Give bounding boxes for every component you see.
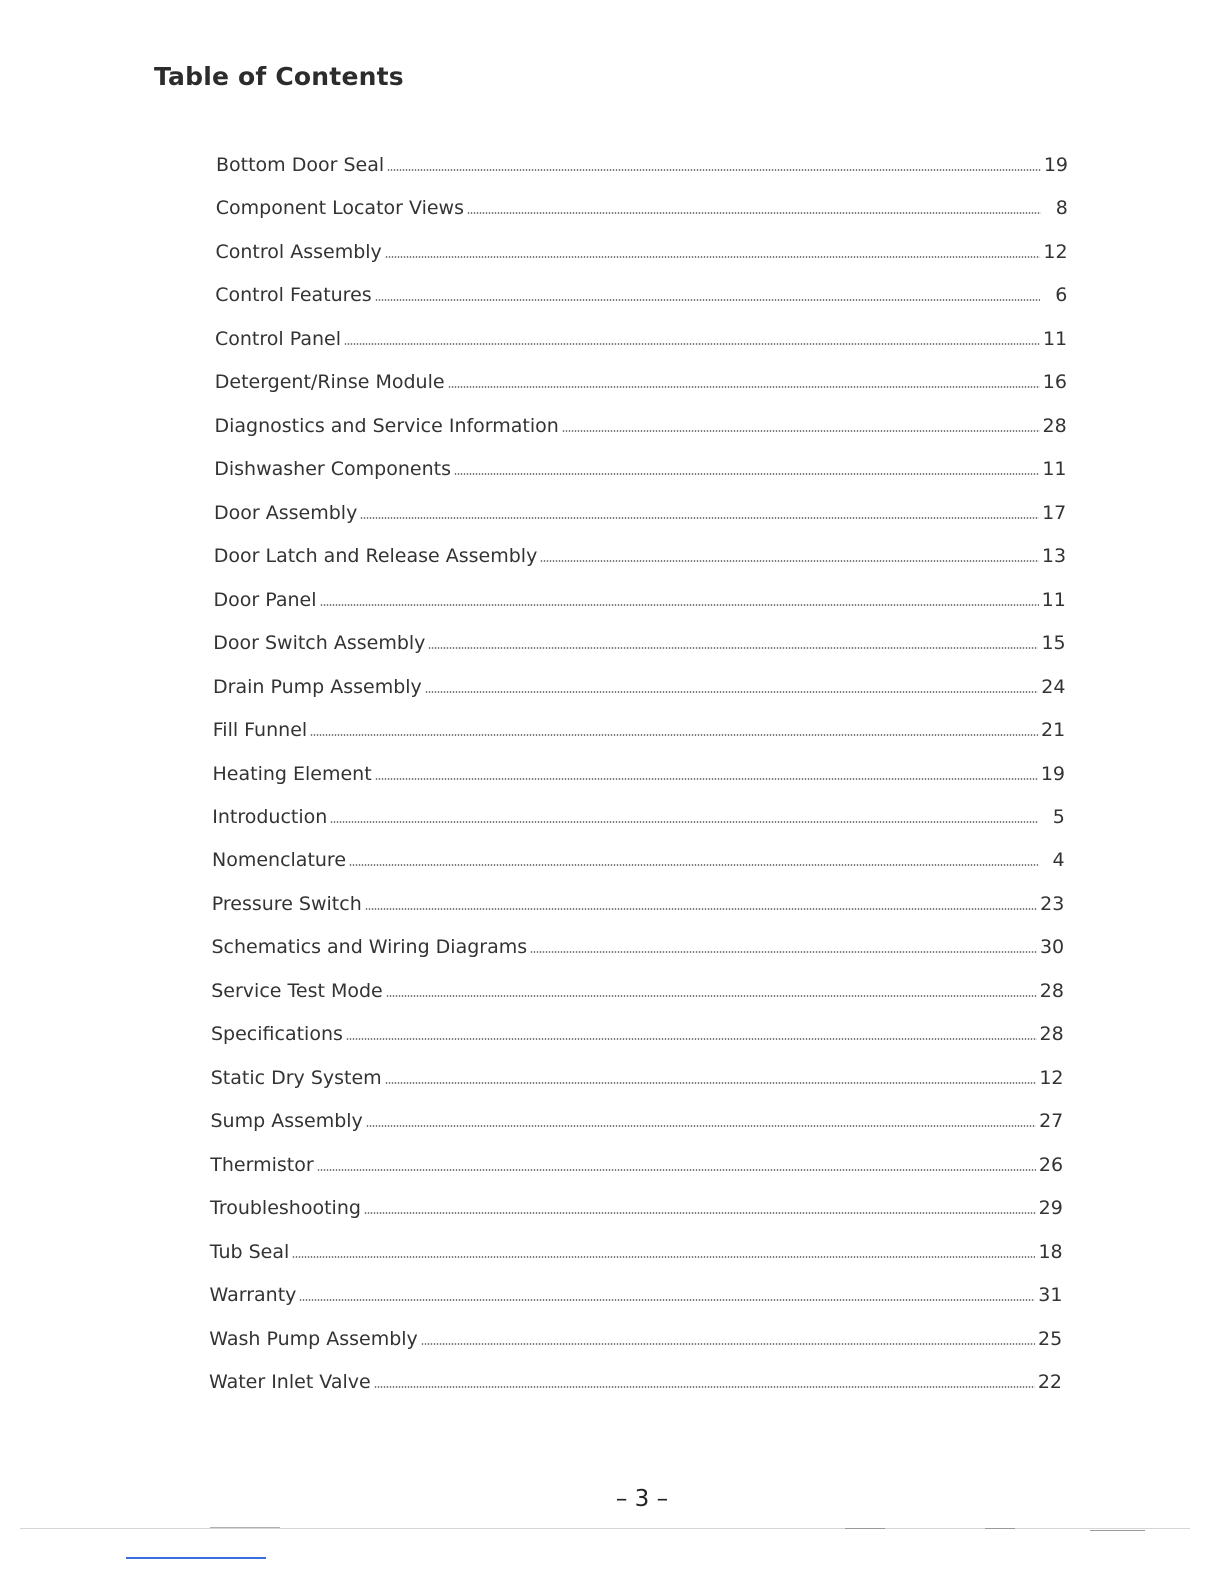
toc-entry-page: 11 — [1041, 588, 1066, 611]
toc-entry-label: Door Assembly — [214, 501, 358, 524]
dot-leader — [375, 778, 1038, 780]
dot-leader — [349, 864, 1038, 866]
dot-leader — [425, 691, 1038, 693]
toc-entry-label: Static Dry System — [210, 1066, 382, 1089]
toc-entry — [213, 755, 1066, 785]
toc-entry — [210, 1189, 1063, 1219]
toc-entry-label: Door Panel — [213, 588, 317, 611]
toc-entry-label: Fill Funnel — [212, 719, 308, 742]
dot-leader — [310, 734, 1038, 736]
dot-leader — [292, 1256, 1035, 1258]
toc-entry — [209, 1320, 1062, 1350]
toc-entry — [215, 320, 1067, 350]
dot-leader — [467, 212, 1041, 214]
dot-leader — [299, 1299, 1035, 1301]
toc-entry — [215, 276, 1067, 306]
toc-entry-label: Nomenclature — [212, 849, 347, 872]
toc-entry-page: 18 — [1038, 1240, 1063, 1263]
toc-entry — [214, 537, 1066, 567]
toc-entry-page: 4 — [1052, 849, 1065, 872]
toc-entry-label: Control Panel — [215, 327, 341, 350]
dot-leader — [374, 1386, 1035, 1388]
toc-entry-page: 28 — [1042, 414, 1067, 437]
toc-entry — [213, 711, 1065, 741]
toc-entry-label: Thermistor — [210, 1153, 314, 1176]
toc-entry-page: 25 — [1038, 1327, 1063, 1350]
dot-leader — [540, 560, 1039, 562]
toc-entry-page: 23 — [1040, 892, 1065, 915]
dot-leader — [387, 169, 1041, 171]
toc-entry-label: Specifications — [211, 1023, 343, 1046]
toc-entry-label: Troubleshooting — [210, 1197, 361, 1220]
dot-leader — [428, 647, 1038, 649]
toc-entry-page: 6 — [1055, 284, 1068, 307]
dot-leader — [344, 343, 1040, 345]
toc-entry-label: Wash Pump Assembly — [209, 1327, 418, 1350]
toc-entry-label: Water Inlet Valve — [209, 1371, 371, 1393]
dot-leader — [454, 473, 1039, 475]
toc-entry-page: 16 — [1042, 371, 1067, 394]
toc-entry — [212, 885, 1065, 915]
toc-entry — [210, 1233, 1063, 1263]
toc-entry — [215, 363, 1067, 393]
toc-entry-page: 13 — [1041, 545, 1067, 568]
page-number: – 3 – — [615, 1486, 669, 1512]
toc-entry — [210, 1146, 1063, 1176]
toc-entry-label: Pressure Switch — [211, 892, 362, 915]
toc-entry-label: Bottom Door Seal — [216, 154, 385, 176]
toc-entry-page: 5 — [1052, 805, 1065, 828]
toc-entry-page: 24 — [1041, 675, 1066, 698]
dot-leader — [386, 995, 1037, 997]
toc-entry-label: Service Test Mode — [211, 979, 383, 1002]
toc-entry — [214, 581, 1066, 611]
toc-entry-page: 12 — [1043, 240, 1068, 263]
dot-leader — [365, 908, 1037, 910]
toc-entry-page: 26 — [1038, 1153, 1064, 1176]
dot-leader — [366, 1125, 1036, 1127]
toc-entry — [213, 624, 1065, 654]
toc-entry-page: 19 — [1040, 762, 1065, 785]
toc-entry-page: 19 — [1043, 154, 1068, 176]
toc-entry-label: Drain Pump Assembly — [213, 675, 422, 698]
toc-entry-page: 30 — [1039, 936, 1065, 959]
toc-entry — [212, 841, 1065, 871]
toc-entry-label: Introduction — [212, 805, 328, 828]
toc-entry — [212, 928, 1065, 958]
toc-entry — [213, 668, 1065, 698]
dot-leader — [448, 386, 1040, 388]
toc-entry-label: Tub Seal — [209, 1240, 290, 1263]
toc-entry-label: Component Locator Views — [215, 197, 464, 220]
toc-entry-label: Warranty — [209, 1284, 297, 1307]
toc-entry-page: 8 — [1055, 197, 1068, 220]
toc-entry-page: 31 — [1038, 1284, 1063, 1307]
toc-entry — [209, 1363, 1062, 1393]
dot-leader — [562, 430, 1040, 432]
toc-entry-page: 11 — [1042, 458, 1067, 481]
footer-rule-fragment — [210, 1527, 280, 1528]
toc-entry — [216, 189, 1068, 219]
toc-entry-page: 28 — [1039, 1023, 1064, 1046]
footer-rule-fragment — [1090, 1530, 1145, 1531]
toc-entry-label: Control Assembly — [215, 240, 382, 263]
footer-rule-fragment — [845, 1528, 885, 1529]
toc-entry — [216, 233, 1068, 263]
dot-leader — [346, 1038, 1037, 1040]
toc-entry — [211, 1102, 1064, 1132]
footer-rule-fragment — [985, 1528, 1015, 1529]
toc-entry-page: 15 — [1041, 632, 1066, 655]
scan-edge-line — [126, 1557, 266, 1559]
toc-entry-page: 12 — [1039, 1066, 1064, 1089]
toc-entry-page: 29 — [1038, 1197, 1063, 1220]
toc-entry — [211, 1015, 1064, 1045]
toc-entry-page: 28 — [1039, 979, 1064, 1002]
dot-leader — [364, 1212, 1036, 1214]
toc-entry-page: 21 — [1041, 719, 1066, 742]
dot-leader — [375, 299, 1041, 301]
toc-entry — [216, 146, 1068, 176]
toc-entry — [210, 1276, 1063, 1306]
dot-leader — [360, 517, 1039, 519]
toc-entry-label: Sump Assembly — [210, 1110, 363, 1133]
toc-entry-label: Door Switch Assembly — [213, 632, 426, 655]
toc-entry-label: Schematics and Wiring Diagrams — [211, 936, 528, 959]
toc-entry-label: Diagnostics and Service Information — [214, 414, 559, 437]
toc-entry-label: Door Latch and Release Assembly — [213, 545, 538, 568]
toc-entry-label: Detergent/Rinse Module — [214, 371, 445, 394]
page-title: Table of Contents — [154, 62, 404, 91]
toc-entry — [211, 972, 1064, 1002]
toc-entry — [214, 450, 1066, 480]
dot-leader — [385, 256, 1041, 258]
toc-entry — [212, 798, 1065, 828]
toc-entry-label: Control Features — [215, 284, 372, 307]
toc-entry-label: Heating Element — [212, 762, 372, 785]
dot-leader — [317, 1169, 1036, 1171]
toc-entry-page: 22 — [1037, 1371, 1062, 1393]
toc-entry — [211, 1059, 1064, 1089]
dot-leader — [421, 1343, 1035, 1345]
dot-leader — [385, 1082, 1037, 1084]
toc-entry — [214, 494, 1066, 524]
toc-entry-page: 27 — [1039, 1110, 1064, 1133]
dot-leader — [320, 604, 1039, 606]
toc-entry — [215, 407, 1067, 437]
dot-leader — [330, 821, 1037, 823]
toc-entry-page: 11 — [1042, 327, 1068, 350]
toc-entry-page: 17 — [1042, 501, 1067, 524]
toc-entry-label: Dishwasher Components — [214, 458, 451, 481]
dot-leader — [530, 951, 1037, 953]
